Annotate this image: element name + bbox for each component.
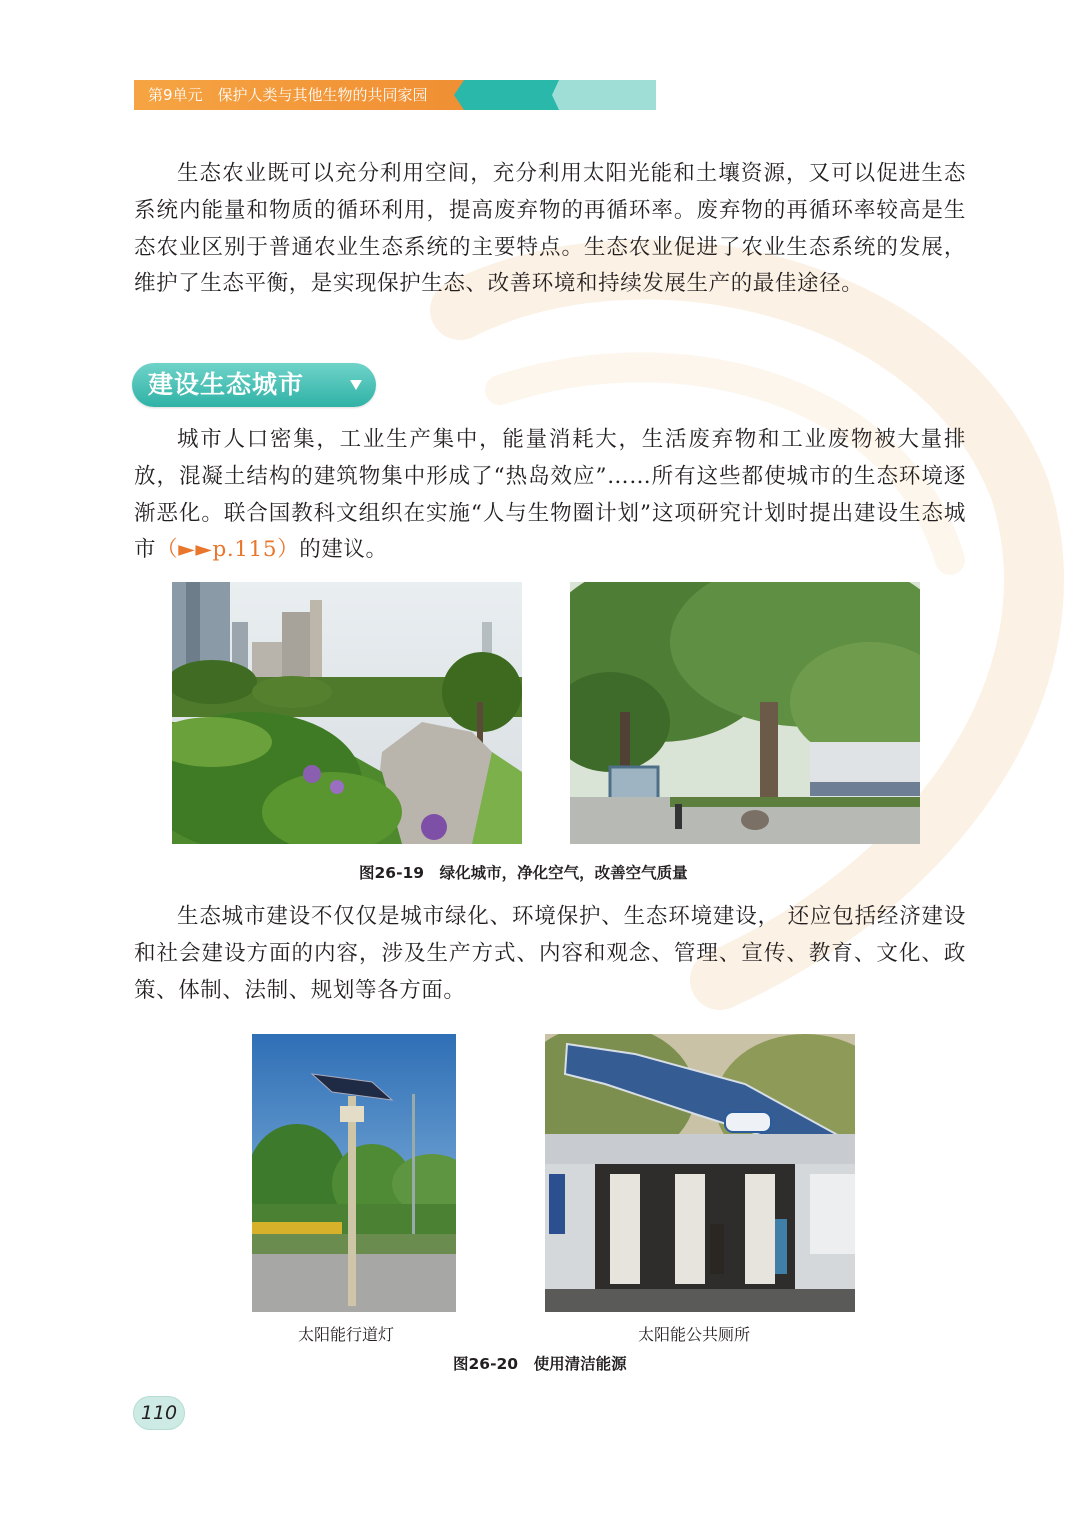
caption-solar-public-toilet: 太阳能公共厕所 xyxy=(638,1325,751,1344)
figure-26-19-caption: 图26-19 绿化城市，净化空气，改善空气质量 xyxy=(359,864,688,882)
triangle-down-icon xyxy=(350,380,362,390)
paragraph-eco-agriculture: 生态农业既可以充分利用空间，充分利用太阳光能和土壤资源，又可以促进生态系统内能量和物质的循环利用，提高废弃物的再循环率。废弃物的再循环率较高是生态农业区别于普通农业生态系统的主要特点。生态农业促进了农业生态系统的发展，维护了生态平衡，是实现保护生态、改善环境和持续发展生产的最佳途径。 xyxy=(134,161,966,297)
photo-solar-street-lamp xyxy=(252,1034,456,1312)
photo-tree-lined-street xyxy=(570,582,920,844)
page-number-badge xyxy=(133,1396,185,1430)
section-title: 建设生态城市 xyxy=(148,370,305,399)
paragraph-eco-city xyxy=(134,422,966,569)
paragraph-eco-city-end: 的建议。 xyxy=(299,537,388,563)
unit-title: 第9单元 保护人类与其他生物的共同家园 xyxy=(148,86,428,104)
page-cross-reference[interactable]: （►►p.115） xyxy=(156,537,300,563)
section-heading xyxy=(132,363,376,407)
paragraph-eco-city-construction: 生态城市建设不仅仅是城市绿化、环境保护、生态环境建设， 还应包括经济建设和社会建设方面的内容，涉及生产方式、内容和观念、管理、宣传、教育、文化、政策、体制、法制、规划等各方面。 xyxy=(134,904,966,1003)
photo-solar-public-toilet xyxy=(545,1034,855,1312)
figure-26-20-caption: 图26-20 使用清洁能源 xyxy=(453,1355,627,1373)
paragraph-eco-city-text: 城市人口密集，工业生产集中，能量消耗大，生活废弃物和工业废物被大量排放，混凝土结构的建筑物集中形成了“热岛效应”……所有这些都使城市的生态环境逐渐恶化。联合国教科文组织在实施“人与生物圈计划”这项研究计划时提出建设生态城市 xyxy=(134,427,966,563)
page-number: 110 xyxy=(140,1402,178,1424)
caption-solar-street-lamp: 太阳能行道灯 xyxy=(298,1325,395,1344)
photo-city-greenbelt xyxy=(172,582,522,844)
